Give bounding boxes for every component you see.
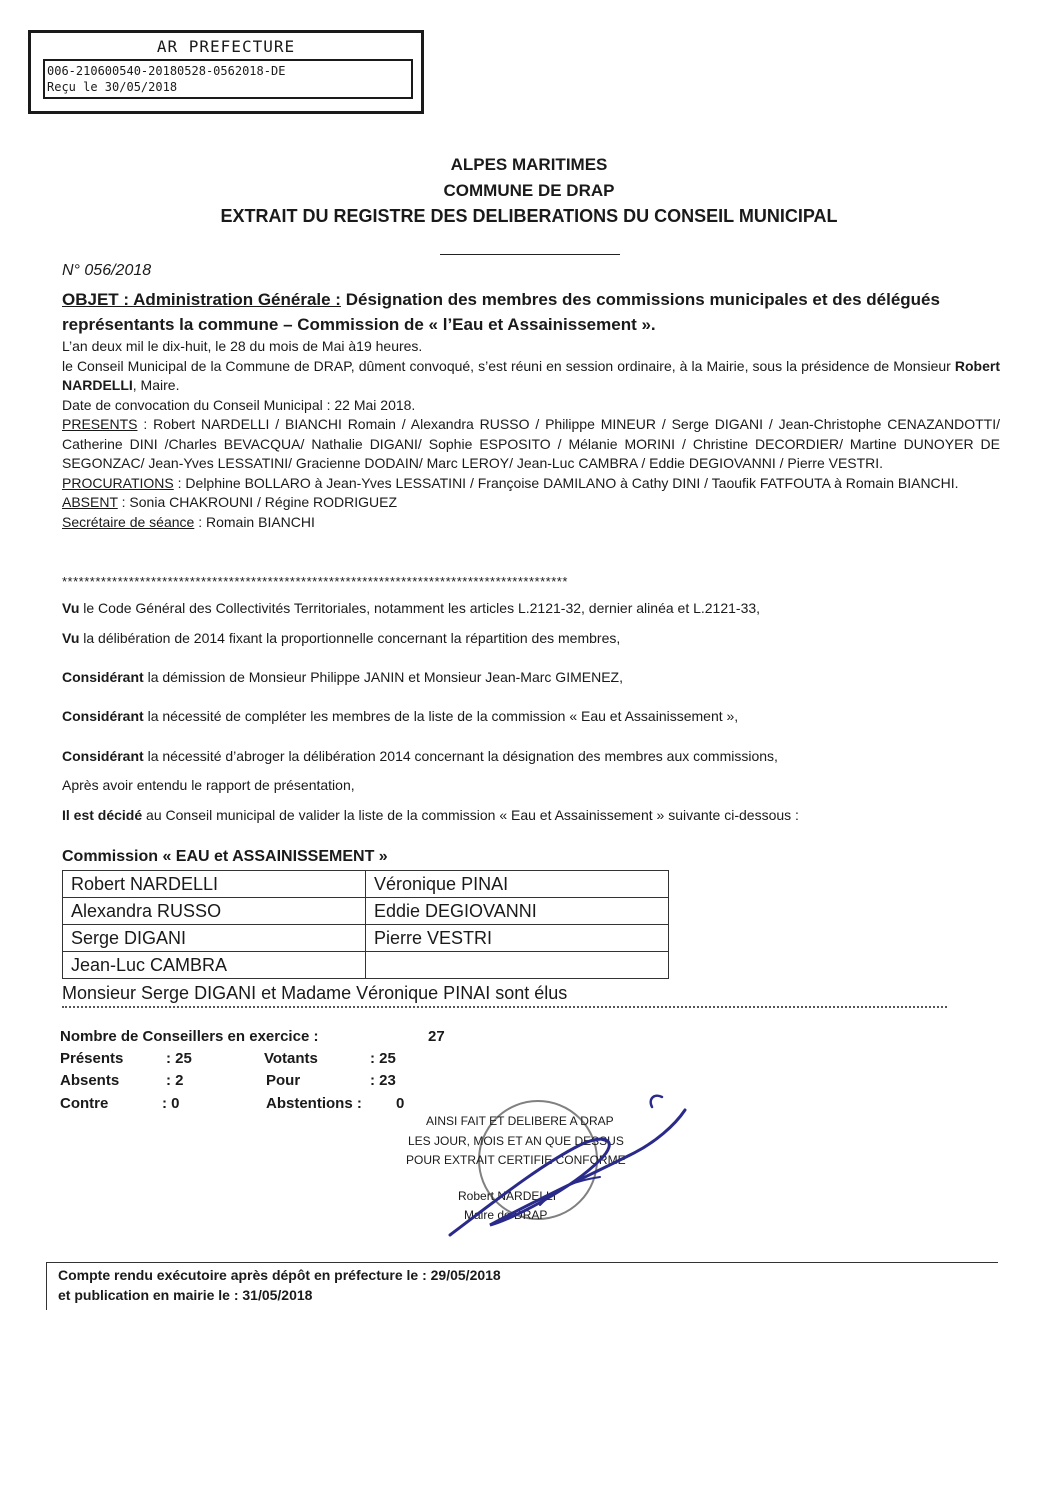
- member-cell: Alexandra RUSSO: [63, 898, 366, 925]
- pour-value: : 23: [370, 1072, 396, 1089]
- contre-value: : 0: [162, 1095, 180, 1112]
- header-department: ALPES MARITIMES: [450, 155, 608, 174]
- secretaire: Secrétaire de séance : Romain BIANCHI: [62, 513, 315, 530]
- absent-list: ABSENT : Sonia CHAKROUNI / Régine RODRIGUEZ: [62, 494, 398, 510]
- votants-label: Votants: [264, 1050, 318, 1067]
- signatory-title: Maire de DRAP: [464, 1208, 548, 1222]
- dotted-separator: [62, 1006, 947, 1014]
- consideration-line: Après avoir entendu le rapport de présentation,: [62, 777, 355, 793]
- member-cell: Serge DIGANI: [63, 925, 366, 952]
- exercice-label: Nombre de Conseillers en exercice :: [60, 1028, 319, 1045]
- exercice-value: 27: [428, 1028, 445, 1045]
- presents-list: PRESENTS : Robert NARDELLI / BIANCHI Romain / Alexandra RUSSO / Philippe MINEUR / Serge DIGANI / Jean-Christophe CENAZANDOTTI/ Catherine DINI /Charles BEVACQUA/ Nathalie DIGANI/ Sophie ESPOSITO / Mélanie MORINI / Christine DECORDIER/ Martine DUNOYER DE SEGONZAC/ Jean-Yves LESSATINI/ Gracienne DODAIN/ Marc LEROY/ Jean-Luc CAMBRA / Eddie DEGIOVANNI / Pierre VESTRI.: [62, 416, 1000, 471]
- preamble-session: le Conseil Municipal de la Commune de DRAP, dûment convoqué, s’est réuni en session ordinaire, à la Mairie, sous la présidence de Monsieur Robert NARDELLI, Maire.: [62, 357, 1000, 393]
- header-divider: [440, 254, 620, 255]
- signature-line1: AINSI FAIT ET DELIBERE A DRAP: [426, 1114, 614, 1128]
- consideration-line: Considérant la nécessité d’abroger la délibération 2014 concernant la désignation des membres aux commissions,: [62, 748, 778, 764]
- header-registre: EXTRAIT DU REGISTRE DES DELIBERATIONS DU CONSEIL MUNICIPAL: [220, 206, 838, 226]
- preamble-date: L’an deux mil le dix-huit, le 28 du mois de Mai à19 heures.: [62, 338, 423, 354]
- objet-text: Désignation des membres des commissions municipales et des délégués représentants la commune – Commission de « l’Eau et Assainissement ».: [62, 290, 940, 334]
- table-row: [63, 898, 669, 925]
- footer-publication: et publication en mairie le : 31/05/2018: [58, 1287, 313, 1303]
- ar-prefecture-stamp: [28, 30, 424, 114]
- signature-line3: POUR EXTRAIT CERTIFIE CONFORME: [406, 1153, 626, 1167]
- consideration-line: Considérant la nécessité de compléter les membres de la liste de la commission « Eau et Assainissement »,: [62, 708, 739, 724]
- procurations-list: PROCURATIONS : Delphine BOLLARO à Jean-Yves LESSATINI / Françoise DAMILANO à Cathy DINI / Taoufik FATFOUTA à Romain BIANCHI.: [62, 474, 959, 491]
- member-cell: [366, 952, 669, 979]
- stamp-details: [43, 59, 413, 99]
- preamble-convocation: Date de convocation du Conseil Municipal : 22 Mai 2018.: [62, 396, 416, 413]
- pour-label: Pour: [266, 1072, 301, 1089]
- signatory-name: Robert NARDELLI: [458, 1189, 557, 1203]
- member-cell: Jean-Luc CAMBRA: [63, 952, 366, 979]
- deliberation-number: N° 056/2018: [62, 262, 152, 279]
- presents-value: : 25: [166, 1050, 192, 1067]
- signature-line2: LES JOUR, MOIS ET AN QUE DESSUS: [408, 1134, 624, 1148]
- objet: [62, 287, 1002, 337]
- commission-members-table: [62, 870, 669, 979]
- stamp-title: AR PREFECTURE: [156, 37, 296, 56]
- table-row: [63, 925, 669, 952]
- consideration-line: Considérant la démission de Monsieur Philippe JANIN et Monsieur Jean-Marc GIMENEZ,: [62, 669, 623, 685]
- preamble: [62, 337, 1000, 532]
- stamp-reference: 006-210600540-20180528-0562018-DE: [47, 64, 286, 78]
- member-cell: Pierre VESTRI: [366, 925, 669, 952]
- handwritten-signature: [430, 1085, 700, 1255]
- header-commune: COMMUNE DE DRAP: [443, 181, 615, 200]
- consideration-line: Vu le Code Général des Collectivités Territoriales, notamment les articles L.2121-32, dernier alinéa et L.2121-33,: [62, 600, 761, 616]
- consideration-line: Vu la délibération de 2014 fixant la proportionnelle concernant la répartition des membres,: [62, 630, 621, 646]
- member-cell: Véronique PINAI: [366, 871, 669, 898]
- footer-executoire: Compte rendu exécutoire après dépôt en préfecture le : 29/05/2018: [58, 1267, 501, 1283]
- table-row: [63, 871, 669, 898]
- member-cell: Robert NARDELLI: [63, 871, 366, 898]
- votants-value: : 25: [370, 1050, 396, 1067]
- election-result: Monsieur Serge DIGANI et Madame Véronique PINAI sont élus: [62, 983, 568, 1003]
- table-row: [63, 952, 669, 979]
- commission-title: Commission « EAU et ASSAINISSEMENT »: [62, 848, 388, 865]
- abstentions-label: Abstentions :: [266, 1095, 362, 1112]
- decision-line: Il est décidé au Conseil municipal de valider la liste de la commission « Eau et Assainissement » suivante ci-dessous :: [62, 807, 799, 823]
- presents-label: Présents: [60, 1050, 124, 1067]
- mayor-name: Robert NARDELLI: [62, 357, 1000, 393]
- objet-label: OBJET : Administration Générale :: [62, 290, 341, 309]
- abstentions-value: 0: [396, 1095, 405, 1112]
- contre-label: Contre: [60, 1095, 109, 1112]
- stamp-received: Reçu le 30/05/2018: [47, 80, 178, 94]
- absents-label: Absents: [60, 1072, 120, 1089]
- member-cell: Eddie DEGIOVANNI: [366, 898, 669, 925]
- absents-value: : 2: [166, 1072, 184, 1089]
- stars-separator: *******************************************************************************************: [62, 574, 568, 589]
